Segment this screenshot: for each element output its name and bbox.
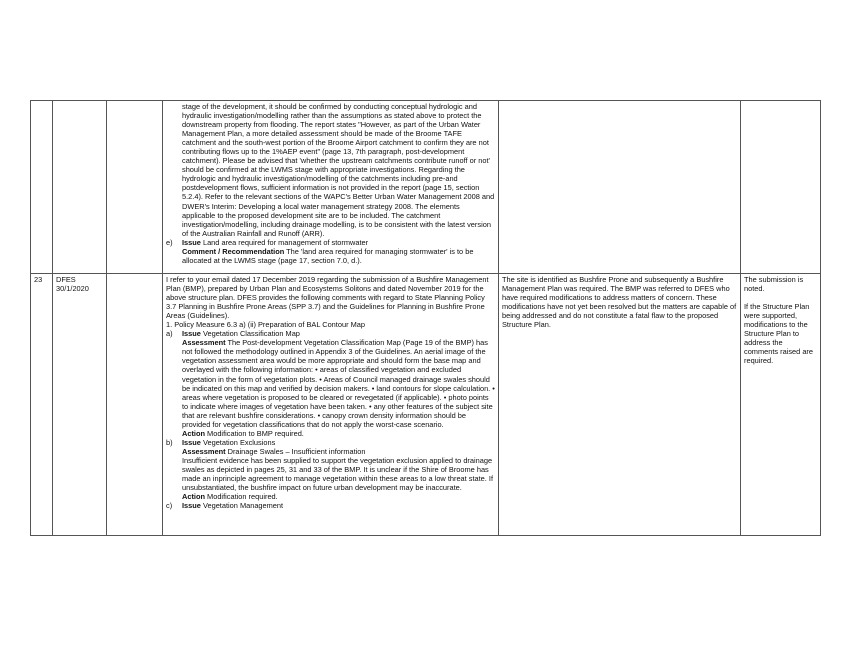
table-row — [31, 101, 821, 274]
cell-response — [499, 101, 741, 274]
cell-submitter — [53, 101, 107, 274]
paragraph: I refer to your email dated 17 December 2019 regarding the submission of a Bushfire Management Plan (BMP), prepared by Urban Plan and Ecosystems Solitons and dated November 2019 for the above structure plan. DFES provides the following comments with regard to State Planning Policy 3.7 Planning in Bushfire Prone Areas (SPP 3.7) and the Guidelines for Planning in Bushfire Prone Areas (Guidelines). — [166, 275, 489, 321]
paragraph: stage of the development, it should be confirmed by conducting conceptual hydrologic and hydraulic investigation/modelling rather than the assumptions as stated above to protect the downstream property from flooding. The report states "However, as part of the Urban Water Management Plan, a more detailed assessment should be made of the Broome TAFE catchment and the south-west portion of the Broome Airport catchment to confirm they are not contributing flows up to the 1%AEP event" (page 13, 7th paragraph, post-development catchment). Please be advised that 'whether the upstream catchments contribute runoff or not' should be confirmed at the LWMS stage with appropriate investigations. Regarding the hydrologic and hydraulic investigation/modelling of the catchments including pre-and postdevelopment flows, sufficient information is not provided in the report (page 15, section 5.2.4). Refer to the relevant sections of the WAPC's Better Urban Water Management 2008 and DWER's Interim: Developing a local water management strategy 2008. The elements applicable to the proposed development site are to be included. The catchment investigation/modelling, including drainage modelling, is to be consistent with the latest version of the Australian Rainfall and Runoff (ARR). — [182, 102, 495, 238]
table-row — [31, 274, 821, 536]
cell-empty — [107, 274, 163, 536]
submissions-table — [30, 100, 821, 536]
cell-number — [31, 101, 53, 274]
list-item: e) Issue Land area required for management of stormwater Comment / Recommendation The 'land area required for managing stormwater' is to be allocated at the LWMS stage (page 17, section 7.0, d.). — [166, 237, 474, 265]
submission-date: 30/1/2020 — [56, 284, 89, 294]
cell-recommendation — [741, 101, 821, 274]
submitter-name: DFES — [56, 275, 76, 284]
recommendation-text: If the Structure Plan were supported, modifications to the Structure Plan to address the comments raised are required. — [744, 302, 814, 366]
list-item: c) Issue Vegetation Management — [166, 501, 284, 511]
cell-submission — [163, 101, 499, 274]
response-text: The site is identified as Bushfire Prone and subsequently a Bushfire Management Plan was required. The BMP was referred to DFES who have required modifications to address matters of concern. These modifications have not yet been resolved but the matters are capable of being addressed and do not constitute a fatal flaw to the proposed Structure Plan. — [502, 275, 737, 330]
cell-empty — [107, 101, 163, 274]
recommendation-text: The submission is noted. — [744, 275, 804, 294]
cell-number: 23 — [31, 274, 53, 536]
policy-heading: 1. Policy Measure 6.3 a) (ii) Preparation of BAL Contour Map — [166, 320, 365, 330]
cell-submission — [163, 274, 499, 536]
list-item: a) Issue Vegetation Classification Map Assessment The Post-development Vegetation Classification Map (Page 19 of the BMP) has not followed the methodology outlined in Appendix 3 of the Guidelines. An aerial image of the vegetation assessment area would be more appropriate and should form the base map and overlayed with the following information: • areas of classified vegetation and excluded vegetation in the form of vegetation plots. • Areas of Council managed drainage swales should be indicated on this map and verified by decision makers. • land contours for slope calculation. • areas where vegetation is proposed to be cleared or revegetated (if applicable). • photo points to indicate where images of vegetation have been taken. • any other features of the subject site that are relevant bushfire considerations. • canopy crown density information should be provided for vegetation classifications that do not apply the worst-case scenario. Action Modification to BMP required. — [166, 329, 495, 438]
cell-recommendation — [741, 274, 821, 536]
list-item: b) Issue Vegetation Exclusions Assessment Drainage Swales – Insufficient information Insufficient evidence has been supplied to support the vegetation exclusion applied to drainage swales as depicted in pages 25, 31 and 33 of the BMP. It is unclear if the Shire of Broome has made an inprinciple agreement to manage vegetation within these areas to a low threat state. If unsubstantiated, the bushfire impact on future urban development may be inaccurate. Action Modification required. — [166, 437, 494, 502]
cell-submitter — [53, 274, 107, 536]
cell-response — [499, 274, 741, 536]
